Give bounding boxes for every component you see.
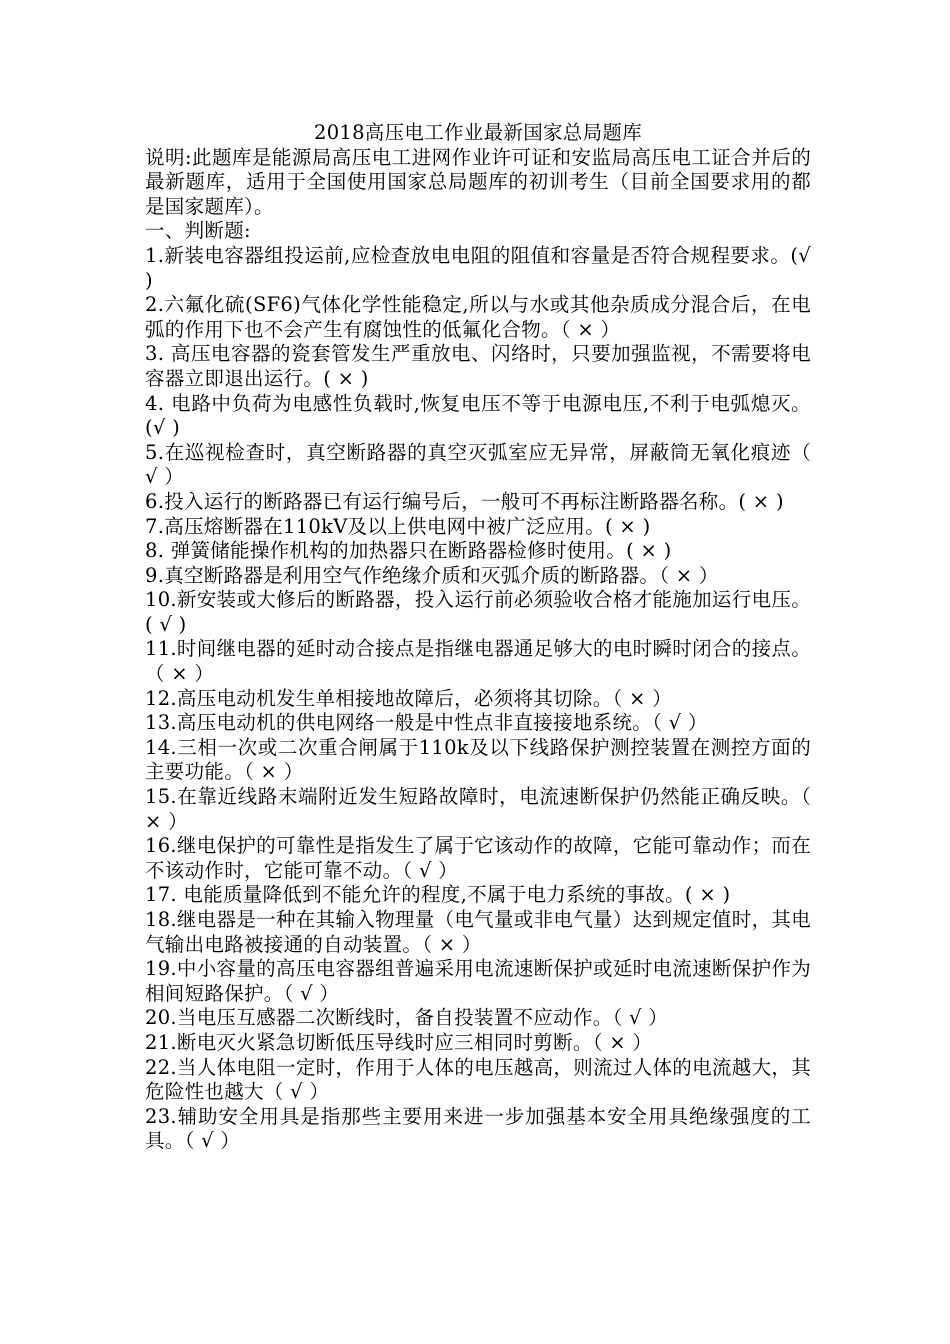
- section-heading: 一、判断题:: [145, 219, 251, 243]
- question-item: 17. 电能质量降低到不能允许的程度,不属于电力系统的事故。( × ): [145, 883, 731, 907]
- question-item: 11.时间继电器的延时动合接点是指继电器通足够大的电时瞬时闭合的接点。（ × ）: [145, 637, 811, 686]
- question-item: 7.高压熔断器在110kV及以上供电网中被广泛应用。( × ): [145, 514, 651, 538]
- question-item: 12.高压电动机发生单相接地故障后，必须将其切除。（ × ）: [145, 686, 672, 710]
- question-item: 18.继电器是一种在其输入物理量（电气量或非电气量）达到规定值时，其电气输出电路被接通的自动装置。（ × ）: [145, 908, 811, 956]
- question-item: 13.高压电动机的供电网络一般是中性点非直接接地系统。（ √ ）: [145, 711, 708, 735]
- question-item: 1.新装电容器组投运前,应检查放电电阻的阻值和容量是否符合规程要求。(√ ): [145, 243, 811, 292]
- question-item: 4. 电路中负荷为电感性负载时,恢复电压不等于电源电压,不利于电弧熄灭。(√ ): [145, 391, 811, 440]
- question-item: 9.真空断路器是利用空气作绝缘介质和灭弧介质的断路器。（ × ）: [145, 563, 719, 587]
- question-item: 16.继电保护的可靠性是指发生了属于它该动作的故障，它能可靠动作；而在不该动作时，它能可靠不动。（ √ ）: [145, 834, 811, 882]
- question-item: 10.新安装或大修后的断路器，投入运行前必须验收合格才能施加运行电压。( √ ): [145, 588, 811, 636]
- document-title: 2018高压电工作业最新国家总局题库: [313, 121, 643, 144]
- question-item: 8. 弹簧储能操作机构的加热器只在断路器检修时使用。( × ): [145, 539, 672, 563]
- question-item: 15.在靠近线路末端附近发生短路故障时，电流速断保护仍然能正确反映。（ × ）: [145, 785, 811, 833]
- question-item: 21.断电灭火紧急切断低压导线时应三相同时剪断。（ × ）: [145, 1030, 653, 1054]
- question-item: 3. 高压电容器的瓷套管发生严重放电、闪络时，只要加强监视，不需要将电容器立即退出运行。( × ): [145, 342, 811, 390]
- question-item: 5.在巡视检查时，真空断路器的真空灭弧室应无异常，屏蔽筒无氧化痕迹（ √ ）: [145, 440, 811, 489]
- question-item: 6.投入运行的断路器已有运行编号后，一般可不再标注断路器名称。( × ): [145, 489, 784, 513]
- question-item: 14.三相一次或二次重合闸属于110k及以下线路保护测控装置在测控方面的主要功能。（ × ）: [145, 735, 811, 784]
- question-item: 20.当电压互感器二次断线时，备自投装置不应动作。（ √ ）: [145, 1006, 669, 1030]
- document-page: [145, 121, 811, 1154]
- question-item: 2.六氟化硫(SF6)气体化学性能稳定,所以与水或其他杂质成分混合后，在电弧的作用下也不会产生有腐蚀性的低氟化合物。（ × ）: [145, 293, 811, 341]
- question-list: [145, 244, 811, 1154]
- question-item: 22.当人体电阻一定时，作用于人体的电压越高，则流过人体的电流越大，其危险性也越大（ √ ）: [145, 1055, 811, 1104]
- question-item: 19.中小容量的高压电容器组普遍采用电流速断保护或延时电流速断保护作为相间短路保护。（ √ ）: [145, 957, 811, 1005]
- intro-paragraph: 说明:此题库是能源局高压电工进网作业许可证和安监局高压电工证合并后的最新题库，适用于全国使用国家总局题库的初训考生（目前全国要求用的都是国家题库）。: [145, 145, 811, 218]
- question-item: 23.辅助安全用具是指那些主要用来进一步加强基本安全用具绝缘强度的工具。（ √ ）: [145, 1104, 811, 1153]
